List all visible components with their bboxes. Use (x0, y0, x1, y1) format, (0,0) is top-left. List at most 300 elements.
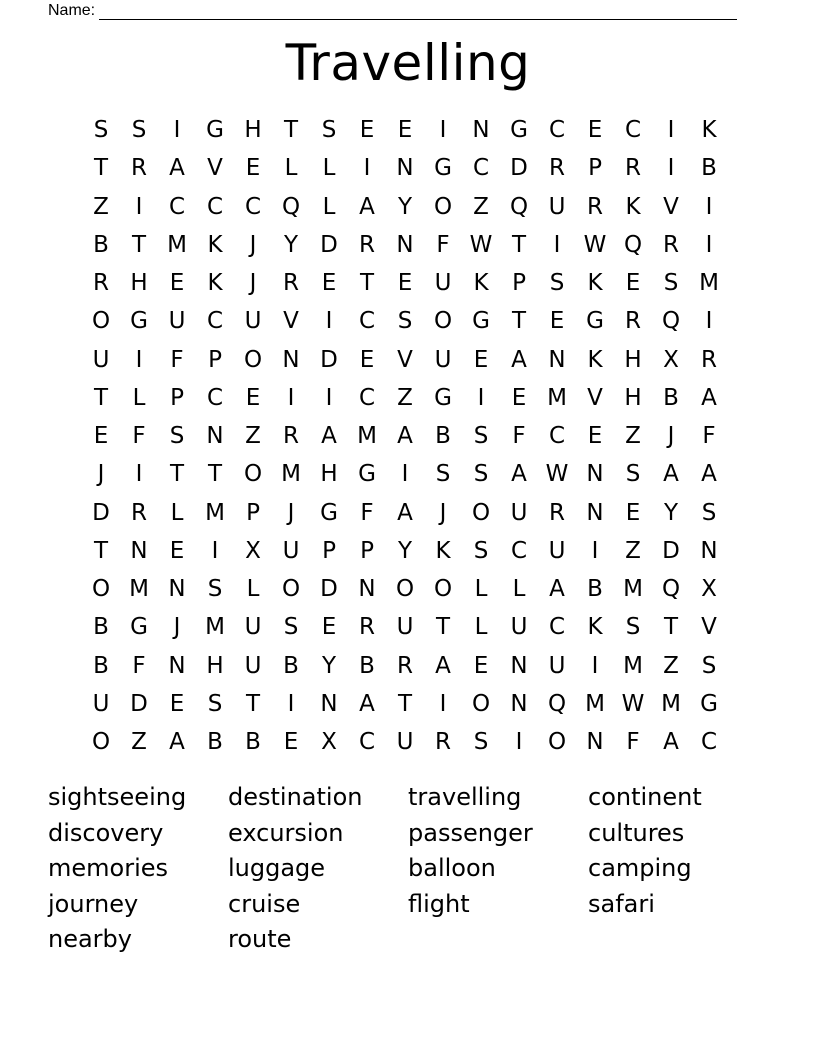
grid-letter[interactable]: T (207, 461, 223, 488)
grid-letter[interactable]: U (92, 346, 110, 373)
grid-letter[interactable]: U (244, 614, 262, 641)
grid-letter[interactable]: K (701, 117, 717, 144)
grid-letter[interactable]: M (357, 423, 377, 450)
grid-letter[interactable]: F (626, 729, 640, 756)
grid-letter[interactable]: I (439, 690, 447, 717)
grid-letter[interactable]: T (435, 614, 451, 641)
grid-letter[interactable]: O (395, 576, 415, 603)
grid-letter[interactable]: D (130, 690, 148, 717)
grid-letter[interactable]: E (321, 270, 337, 297)
grid-letter[interactable]: S (473, 423, 489, 450)
grid-letter[interactable]: E (511, 384, 527, 411)
grid-letter[interactable]: T (511, 231, 527, 258)
grid-letter[interactable]: S (473, 461, 489, 488)
grid-letter[interactable]: S (321, 117, 337, 144)
grid-letter[interactable]: Q (623, 231, 643, 258)
grid-letter[interactable]: S (473, 729, 489, 756)
grid-letter[interactable]: G (358, 461, 376, 488)
grid-letter[interactable]: U (548, 193, 566, 220)
grid-letter[interactable]: T (93, 384, 109, 411)
grid-letter[interactable]: E (169, 690, 185, 717)
grid-letter[interactable]: O (243, 346, 263, 373)
grid-letter[interactable]: E (549, 308, 565, 335)
grid-letter[interactable]: I (211, 537, 219, 564)
grid-letter[interactable]: T (397, 690, 413, 717)
grid-letter[interactable]: R (701, 346, 717, 373)
grid-letter[interactable]: Q (661, 308, 681, 335)
grid-letter[interactable]: A (549, 576, 565, 603)
grid-letter[interactable]: C (510, 537, 528, 564)
grid-letter[interactable]: J (173, 614, 181, 641)
grid-letter[interactable]: E (359, 117, 375, 144)
grid-letter[interactable]: A (169, 729, 185, 756)
grid-row (82, 379, 728, 417)
grid-letter[interactable]: B (93, 231, 109, 258)
grid-letter[interactable]: C (472, 155, 490, 182)
grid-letter[interactable]: A (511, 461, 527, 488)
grid-letter[interactable]: T (169, 461, 185, 488)
grid-letter[interactable]: R (587, 193, 603, 220)
grid-letter[interactable]: U (510, 614, 528, 641)
grid-letter[interactable]: N (586, 729, 604, 756)
grid-letter[interactable]: N (510, 690, 528, 717)
grid-letter[interactable]: N (548, 346, 566, 373)
grid-letter[interactable]: A (701, 384, 717, 411)
grid-letter[interactable]: O (243, 461, 263, 488)
page-title: Travelling (285, 34, 531, 92)
grid-letter[interactable]: A (435, 652, 451, 679)
grid-letter[interactable]: T (359, 270, 375, 297)
grid-letter[interactable]: D (92, 499, 110, 526)
grid-letter[interactable]: P (512, 270, 526, 297)
grid-letter[interactable]: S (625, 614, 641, 641)
grid-letter[interactable]: R (359, 614, 375, 641)
grid-letter[interactable]: G (434, 155, 452, 182)
grid-letter[interactable]: B (359, 652, 375, 679)
grid-letter[interactable]: D (662, 537, 680, 564)
grid-letter[interactable]: R (131, 155, 147, 182)
grid-letter[interactable]: M (129, 576, 149, 603)
grid-letter[interactable]: C (700, 729, 718, 756)
grid-letter[interactable]: W (583, 231, 607, 258)
grid-letter[interactable]: I (325, 308, 333, 335)
grid-letter[interactable]: I (363, 155, 371, 182)
grid-letter[interactable]: E (397, 117, 413, 144)
grid-letter[interactable]: R (663, 231, 679, 258)
grid-letter[interactable]: I (515, 729, 523, 756)
grid-letter[interactable]: M (281, 461, 301, 488)
grid-letter[interactable]: U (396, 729, 414, 756)
grid-letter[interactable]: C (548, 614, 566, 641)
grid-letter[interactable]: I (135, 346, 143, 373)
grid-letter[interactable]: C (244, 193, 262, 220)
grid-letter[interactable]: A (511, 346, 527, 373)
grid-letter[interactable]: L (512, 576, 526, 603)
grid-letter[interactable]: S (473, 537, 489, 564)
word-list-item: flight (408, 889, 470, 918)
grid-letter[interactable]: K (207, 231, 223, 258)
grid-letter[interactable]: Y (663, 499, 679, 526)
grid-letter[interactable]: S (207, 576, 223, 603)
grid-letter[interactable]: O (91, 308, 111, 335)
grid-letter[interactable]: C (358, 384, 376, 411)
grid-letter[interactable]: X (245, 537, 261, 564)
grid-letter[interactable]: U (396, 614, 414, 641)
grid-letter[interactable]: G (206, 117, 224, 144)
grid-letter[interactable]: H (130, 270, 148, 297)
grid-letter[interactable]: I (705, 308, 713, 335)
grid-letter[interactable]: R (625, 308, 641, 335)
grid-letter[interactable]: B (245, 729, 261, 756)
grid-letter[interactable]: N (586, 499, 604, 526)
grid-letter[interactable]: G (130, 614, 148, 641)
grid-letter[interactable]: X (701, 576, 717, 603)
grid-letter[interactable]: S (397, 308, 413, 335)
grid-letter[interactable]: O (471, 499, 491, 526)
grid-letter[interactable]: C (206, 384, 224, 411)
grid-letter[interactable]: W (545, 461, 569, 488)
grid-letter[interactable]: V (701, 614, 717, 641)
word-list-item: route (228, 925, 292, 953)
grid-letter[interactable]: C (168, 193, 186, 220)
grid-letter[interactable]: K (625, 193, 641, 220)
grid-letter[interactable]: S (283, 614, 299, 641)
grid-letter[interactable]: P (246, 499, 260, 526)
grid-letter[interactable]: E (587, 117, 603, 144)
grid-letter[interactable]: L (284, 155, 298, 182)
grid-letter[interactable]: L (322, 155, 336, 182)
grid-letter[interactable]: J (439, 499, 447, 526)
grid-letter[interactable]: Q (661, 576, 681, 603)
grid-letter[interactable]: O (433, 308, 453, 335)
grid-letter[interactable]: K (587, 270, 603, 297)
grid-letter[interactable]: R (359, 231, 375, 258)
grid-letter[interactable]: C (548, 423, 566, 450)
grid-letter[interactable]: H (320, 461, 338, 488)
grid-letter[interactable]: M (205, 499, 225, 526)
grid-letter[interactable]: G (434, 384, 452, 411)
grid-letter[interactable]: V (207, 155, 223, 182)
grid-letter[interactable]: M (167, 231, 187, 258)
grid-letter[interactable]: N (358, 576, 376, 603)
grid-letter[interactable]: G (472, 308, 490, 335)
grid-letter[interactable]: R (397, 652, 413, 679)
word-list-item: passenger (408, 818, 533, 847)
grid-letter[interactable]: S (701, 499, 717, 526)
grid-letter[interactable]: B (207, 729, 223, 756)
grid-letter[interactable]: V (283, 308, 299, 335)
grid-letter[interactable]: L (474, 614, 488, 641)
grid-letter[interactable]: U (548, 537, 566, 564)
grid-letter[interactable]: E (473, 652, 489, 679)
grid-letter[interactable]: M (699, 270, 719, 297)
grid-letter[interactable]: N (396, 231, 414, 258)
grid-letter[interactable]: D (510, 155, 528, 182)
grid-letter[interactable]: I (401, 461, 409, 488)
grid-letter[interactable]: E (321, 614, 337, 641)
grid-letter[interactable]: T (511, 308, 527, 335)
grid-letter[interactable]: G (700, 690, 718, 717)
grid-letter[interactable]: R (283, 270, 299, 297)
grid-letter[interactable]: X (321, 729, 337, 756)
grid-letter[interactable]: J (667, 423, 675, 450)
name-underline[interactable] (99, 5, 737, 20)
grid-letter[interactable]: V (663, 193, 679, 220)
grid-letter[interactable]: I (591, 652, 599, 679)
grid-letter[interactable]: U (434, 346, 452, 373)
grid-letter[interactable]: I (287, 690, 295, 717)
grid-letter[interactable]: T (93, 155, 109, 182)
grid-letter[interactable]: R (93, 270, 109, 297)
grid-letter[interactable]: B (93, 614, 109, 641)
grid-letter[interactable]: E (473, 346, 489, 373)
grid-letter[interactable]: F (436, 231, 450, 258)
grid-letter[interactable]: G (320, 499, 338, 526)
grid-letter[interactable]: E (245, 155, 261, 182)
grid-letter[interactable]: L (474, 576, 488, 603)
grid-letter[interactable]: O (91, 729, 111, 756)
grid-letter[interactable]: E (625, 499, 641, 526)
grid-letter[interactable]: J (249, 270, 257, 297)
grid-letter[interactable]: W (469, 231, 493, 258)
grid-letter[interactable]: E (625, 270, 641, 297)
grid-letter[interactable]: Q (509, 193, 529, 220)
grid-letter[interactable]: H (624, 346, 642, 373)
grid-letter[interactable]: B (587, 576, 603, 603)
grid-letter[interactable]: N (396, 155, 414, 182)
grid-letter[interactable]: I (553, 231, 561, 258)
grid-letter[interactable]: N (510, 652, 528, 679)
grid-letter[interactable]: N (168, 576, 186, 603)
grid-letter[interactable]: I (667, 155, 675, 182)
grid-letter[interactable]: N (472, 117, 490, 144)
grid-letter[interactable]: Z (663, 652, 679, 679)
grid-letter[interactable]: Y (397, 537, 413, 564)
grid-letter[interactable]: N (700, 537, 718, 564)
name-field[interactable] (48, 0, 748, 20)
grid-letter[interactable]: L (322, 193, 336, 220)
grid-letter[interactable]: K (435, 537, 451, 564)
grid-letter[interactable]: J (249, 231, 257, 258)
grid-letter[interactable]: F (702, 423, 716, 450)
grid-letter[interactable]: Z (93, 193, 109, 220)
grid-letter[interactable]: V (397, 346, 413, 373)
grid-letter[interactable]: M (623, 576, 643, 603)
grid-letter[interactable]: C (624, 117, 642, 144)
grid-letter[interactable]: L (170, 499, 184, 526)
grid-letter[interactable]: Z (473, 193, 489, 220)
grid-letter[interactable]: T (131, 231, 147, 258)
grid-letter[interactable]: I (477, 384, 485, 411)
grid-letter[interactable]: T (93, 537, 109, 564)
grid-letter[interactable]: R (131, 499, 147, 526)
grid-letter[interactable]: D (320, 346, 338, 373)
grid-letter[interactable]: B (93, 652, 109, 679)
grid-letter[interactable]: I (667, 117, 675, 144)
grid-letter[interactable]: Q (281, 193, 301, 220)
word-list-item: sightseeing (48, 783, 187, 811)
grid-letter[interactable]: M (205, 614, 225, 641)
grid-letter[interactable]: G (510, 117, 528, 144)
grid-letter[interactable]: K (473, 270, 489, 297)
grid-letter[interactable]: R (625, 155, 641, 182)
grid-row (82, 149, 728, 187)
grid-letter[interactable]: S (131, 117, 147, 144)
grid-letter[interactable]: P (588, 155, 602, 182)
grid-letter[interactable]: F (360, 499, 374, 526)
grid-letter[interactable]: C (358, 729, 376, 756)
grid-letter[interactable]: P (170, 384, 184, 411)
grid-letter[interactable]: N (586, 461, 604, 488)
grid-row (82, 685, 728, 723)
grid-letter[interactable]: E (169, 270, 185, 297)
grid-letter[interactable]: T (283, 117, 299, 144)
grid-letter[interactable]: M (547, 384, 567, 411)
grid-letter[interactable]: C (206, 193, 224, 220)
grid-letter[interactable]: E (359, 346, 375, 373)
grid-letter[interactable]: G (586, 308, 604, 335)
grid-letter[interactable]: D (320, 231, 338, 258)
grid-letter[interactable]: O (91, 576, 111, 603)
grid-letter[interactable]: W (621, 690, 645, 717)
grid-letter[interactable]: T (245, 690, 261, 717)
grid-letter[interactable]: B (701, 155, 717, 182)
grid-letter[interactable]: U (92, 690, 110, 717)
grid-letter[interactable]: S (625, 461, 641, 488)
grid-letter[interactable]: E (283, 729, 299, 756)
grid-letter[interactable]: O (433, 576, 453, 603)
grid-letter[interactable]: N (282, 346, 300, 373)
grid-letter[interactable]: B (283, 652, 299, 679)
grid-letter[interactable]: N (320, 690, 338, 717)
grid-letter[interactable]: T (663, 614, 679, 641)
grid-letter[interactable]: J (97, 461, 105, 488)
grid-letter[interactable]: Z (245, 423, 261, 450)
grid-letter[interactable]: A (397, 423, 413, 450)
grid-letter[interactable]: S (93, 117, 109, 144)
grid-letter[interactable]: A (701, 461, 717, 488)
grid-letter[interactable]: E (169, 537, 185, 564)
grid-letter[interactable]: U (510, 499, 528, 526)
grid-letter[interactable]: A (169, 155, 185, 182)
grid-letter[interactable]: R (549, 499, 565, 526)
grid-letter[interactable]: F (132, 652, 146, 679)
grid-letter[interactable]: S (169, 423, 185, 450)
grid-letter[interactable]: H (206, 652, 224, 679)
grid-letter[interactable]: Z (625, 423, 641, 450)
grid-letter[interactable]: S (435, 461, 451, 488)
grid-letter[interactable]: I (135, 193, 143, 220)
grid-letter[interactable]: R (283, 423, 299, 450)
grid-letter[interactable]: U (244, 308, 262, 335)
grid-letter[interactable]: L (246, 576, 260, 603)
grid-letter[interactable]: I (287, 384, 295, 411)
grid-letter[interactable]: S (701, 652, 717, 679)
grid-letter[interactable]: I (591, 537, 599, 564)
grid-letter[interactable]: I (325, 384, 333, 411)
grid-letter[interactable]: E (587, 423, 603, 450)
grid-letter[interactable]: Z (131, 729, 147, 756)
grid-letter[interactable]: Y (283, 231, 299, 258)
grid-letter[interactable]: M (661, 690, 681, 717)
grid-letter[interactable]: U (282, 537, 300, 564)
grid-letter[interactable]: A (321, 423, 337, 450)
grid-letter[interactable]: S (549, 270, 565, 297)
grid-letter[interactable]: A (663, 461, 679, 488)
grid-letter[interactable]: S (663, 270, 679, 297)
grid-letter[interactable]: F (132, 423, 146, 450)
grid-letter[interactable]: X (663, 346, 679, 373)
grid-letter[interactable]: U (244, 652, 262, 679)
grid-letter[interactable]: F (512, 423, 526, 450)
grid-letter[interactable]: A (397, 499, 413, 526)
grid-letter[interactable]: I (439, 117, 447, 144)
grid-letter[interactable]: U (434, 270, 452, 297)
grid-letter[interactable]: U (548, 652, 566, 679)
grid-letter[interactable]: A (359, 193, 375, 220)
grid-letter[interactable]: I (705, 231, 713, 258)
grid-letter[interactable]: Q (547, 690, 567, 717)
grid-letter[interactable]: B (435, 423, 451, 450)
grid-letter[interactable]: M (585, 690, 605, 717)
grid-letter[interactable]: Y (397, 193, 413, 220)
grid-letter[interactable]: I (705, 193, 713, 220)
grid-letter[interactable]: F (170, 346, 184, 373)
grid-letter[interactable]: P (322, 537, 336, 564)
grid-letter[interactable]: J (287, 499, 295, 526)
grid-letter[interactable]: K (207, 270, 223, 297)
grid-letter[interactable]: H (244, 117, 262, 144)
grid-letter[interactable]: Z (397, 384, 413, 411)
grid-letter[interactable]: M (623, 652, 643, 679)
grid-letter[interactable]: O (281, 576, 301, 603)
grid-letter[interactable]: Y (321, 652, 337, 679)
grid-letter[interactable]: B (663, 384, 679, 411)
grid-letter[interactable]: O (433, 193, 453, 220)
grid-letter[interactable]: E (245, 384, 261, 411)
grid-letter[interactable]: U (168, 308, 186, 335)
grid-letter[interactable]: O (471, 690, 491, 717)
grid-letter[interactable]: A (359, 690, 375, 717)
grid-letter[interactable]: R (435, 729, 451, 756)
grid-letter[interactable]: H (624, 384, 642, 411)
grid-letter[interactable]: N (206, 423, 224, 450)
grid-letter[interactable]: N (168, 652, 186, 679)
grid-letter[interactable]: R (549, 155, 565, 182)
grid-letter[interactable]: A (663, 729, 679, 756)
grid-letter[interactable]: D (320, 576, 338, 603)
grid-letter[interactable]: I (173, 117, 181, 144)
grid-letter[interactable]: N (130, 537, 148, 564)
grid-letter[interactable]: P (208, 346, 222, 373)
grid-letter[interactable]: K (587, 614, 603, 641)
grid-letter[interactable]: G (130, 308, 148, 335)
grid-letter[interactable]: C (358, 308, 376, 335)
grid-letter[interactable]: L (132, 384, 146, 411)
grid-letter[interactable]: E (397, 270, 413, 297)
grid-letter[interactable]: C (548, 117, 566, 144)
grid-letter[interactable]: O (547, 729, 567, 756)
grid-letter[interactable]: P (360, 537, 374, 564)
grid-letter[interactable]: K (587, 346, 603, 373)
grid-letter[interactable]: V (587, 384, 603, 411)
grid-letter[interactable]: E (93, 423, 109, 450)
grid-letter[interactable]: Z (625, 537, 641, 564)
grid-letter[interactable]: C (206, 308, 224, 335)
grid-letter[interactable]: I (135, 461, 143, 488)
name-label: Name: (48, 2, 96, 19)
grid-letter[interactable]: S (207, 690, 223, 717)
